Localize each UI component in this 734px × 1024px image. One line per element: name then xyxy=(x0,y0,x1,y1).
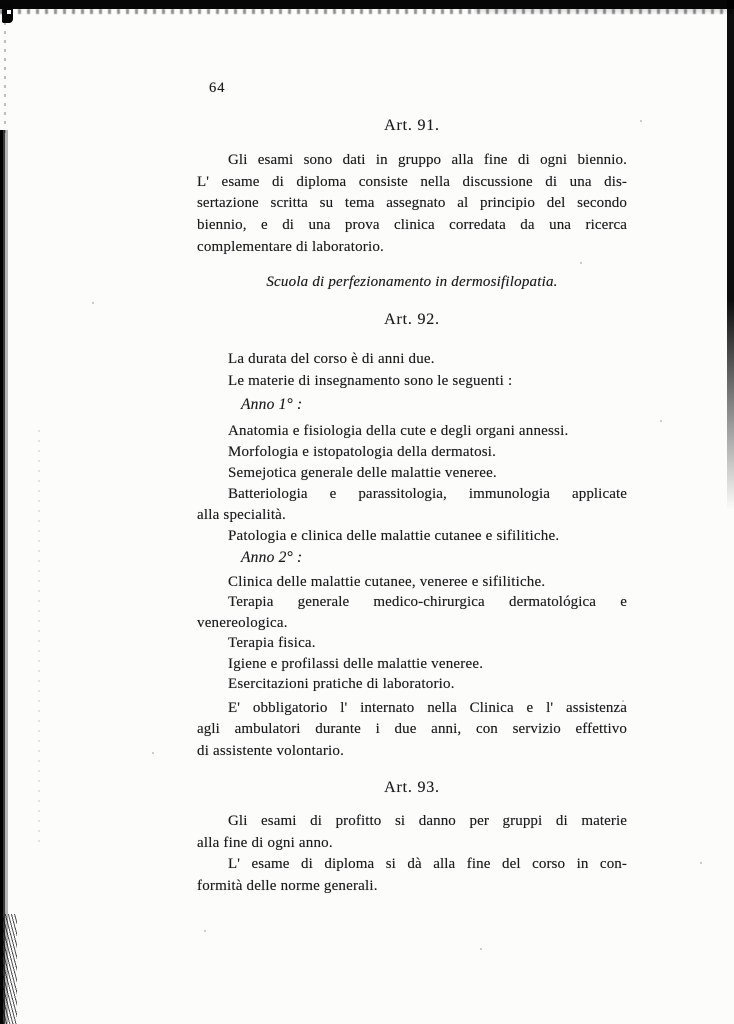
list-item: Clinica delle malattie cutanee, veneree e sifilitiche. xyxy=(228,574,546,590)
year-1-label: Anno 1° : xyxy=(241,396,303,413)
year-2-label: Anno 2° : xyxy=(241,549,303,566)
list-item: Terapia generale medico-chirurgica dermatológica e xyxy=(228,594,627,611)
article-91-heading: Art. 91. xyxy=(384,117,440,134)
scan-artifact-top-band xyxy=(0,0,734,9)
text-line: di assistente volontario. xyxy=(197,742,345,759)
text-line: L' esame di diploma si dà alla fine del corso in con- xyxy=(228,856,627,873)
year-1-subject-list xyxy=(197,421,627,547)
school-heading-text: Scuola di perfezionamento in dermosifilopatia. xyxy=(266,274,558,290)
scan-artifact-corner-mark xyxy=(2,5,13,23)
scan-artifact-right-edge xyxy=(727,0,734,510)
page-number: 64 xyxy=(209,80,226,96)
list-item: Morfologia e istopatologia della dermatosi. xyxy=(228,444,497,460)
text-line: formità delle norme generali. xyxy=(197,877,378,894)
scan-artifact-left-edge xyxy=(0,130,8,1024)
year-1-label-row xyxy=(197,394,627,415)
scan-speck xyxy=(580,262,582,264)
scan-speck xyxy=(480,948,482,950)
list-item: Igiene e profilassi delle malattie veneree. xyxy=(228,655,484,672)
scan-speck xyxy=(640,120,642,122)
text-line: L' esame di diploma consiste nella discussione di una dis- xyxy=(197,173,627,190)
text-line: Gli esami di profitto si danno per gruppi di materie xyxy=(228,813,627,829)
article-92-closing-paragraph xyxy=(197,698,627,762)
year-2-label-row xyxy=(197,547,627,568)
article-91-paragraph xyxy=(197,150,627,259)
list-item: alla specialità. xyxy=(197,507,286,523)
year-2-subject-list xyxy=(197,572,627,694)
text-line: agli ambulatori durante i due anni, con servizio effettivo xyxy=(197,721,627,738)
list-item: Patologia e clinica delle malattie cutanee e sifilitiche. xyxy=(228,528,560,544)
scan-speck xyxy=(152,752,154,754)
list-item: Terapia fisica. xyxy=(228,635,316,652)
list-item: venereologica. xyxy=(197,614,288,631)
scan-speck xyxy=(204,930,206,932)
text-line: biennio, e di una prova clinica corredata da una ricerca xyxy=(197,217,627,234)
text-line: complementare di laboratorio. xyxy=(197,238,384,255)
scan-speck xyxy=(700,862,702,864)
text-line: La durata del corso è di anni due. xyxy=(228,351,435,367)
article-93-paragraph xyxy=(197,811,627,897)
scan-artifact-faint-line xyxy=(38,430,40,850)
text-line: alla fine di ogni anno. xyxy=(197,834,333,851)
text-line: E' obbligatorio l' internato nella Clinica e l' assistenza xyxy=(228,700,627,716)
text-line: sertazione scritta su tema assegnato al principio del secondo xyxy=(197,195,627,212)
list-item: Anatomia e fisiologia della cute e degli organi annessi. xyxy=(228,423,569,439)
article-92-heading: Art. 92. xyxy=(384,311,440,328)
text-line: Gli esami sono dati in gruppo alla fine di ogni biennio. xyxy=(228,152,627,168)
article-92-intro xyxy=(197,348,627,392)
list-item: Semejotica generale delle malattie veneree. xyxy=(228,465,497,481)
scan-artifact-left-dots xyxy=(4,22,6,134)
article-93-heading: Art. 93. xyxy=(384,779,440,796)
scan-speck xyxy=(92,302,94,304)
scan-speck xyxy=(660,420,662,422)
text-line: Le materie di insegnamento sono le seguenti : xyxy=(228,373,513,389)
list-item: Batteriologia e parassitologia, immunologia applicate xyxy=(228,486,627,502)
school-heading xyxy=(197,272,627,292)
list-item: Esercitazioni pratiche di laboratorio. xyxy=(228,676,455,693)
scan-artifact-left-noise xyxy=(0,914,17,1024)
